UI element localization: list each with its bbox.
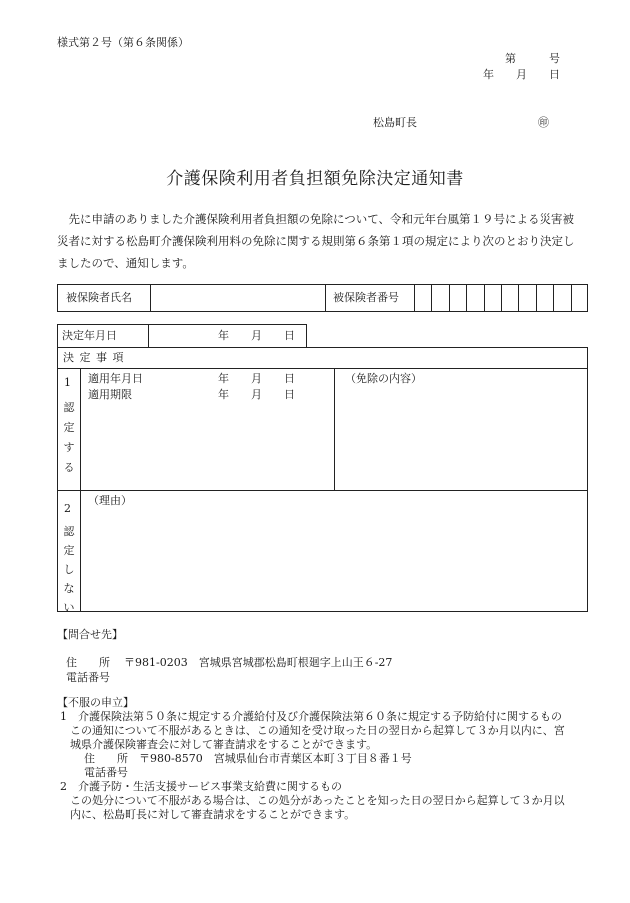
reason-label: （理由）	[88, 494, 132, 507]
appeal-item1-phone: 電話番号	[84, 766, 128, 779]
contact-heading: 【問合せ先】	[57, 628, 123, 641]
approve-char: す	[63, 441, 75, 454]
document-title: 介護保険利用者負担額免除決定通知書	[166, 169, 464, 189]
number-cell-divider	[466, 284, 467, 312]
decision-date-label: 決定年月日	[62, 329, 117, 342]
appeal-item1-text: 城県介護保険審査会に対して審査請求をすることができます。	[70, 738, 378, 751]
form-number: 様式第２号（第６条関係）	[57, 36, 189, 49]
deny-char: い	[63, 601, 75, 614]
deny-char: し	[63, 563, 75, 576]
approve-char: 認	[63, 401, 75, 414]
period-label: 適用期限	[88, 388, 132, 401]
deny-char: 定	[63, 544, 75, 557]
deny-char: な	[63, 582, 75, 595]
sender-name: 松島町長	[373, 116, 417, 129]
number-cell-divider	[518, 284, 519, 312]
contact-phone-label: 電話番号	[66, 671, 110, 684]
contact-address-label: 住 所	[66, 656, 110, 669]
apply-date-label: 適用年月日	[88, 372, 143, 385]
number-cell-divider	[449, 284, 450, 312]
decision-items-label: 決 定 事 項	[63, 351, 125, 364]
deny-label	[62, 522, 76, 617]
number-cell-divider	[571, 284, 572, 312]
appeal-item1-text: この通知について不服があるときは、この通知を受け取った日の翌日から起算して３か月以内に、宮	[70, 724, 565, 737]
number-cell-divider	[484, 284, 485, 312]
appeal-item2-text: 内に、松島町長に対して審査請求をすることができます。	[70, 808, 356, 821]
appeal-item1-title: 1 介護保険法第５０条に規定する介護給付及び介護保険法第６０条に規定する予防給付に関するもの	[60, 710, 562, 723]
number-cell-divider	[431, 284, 432, 312]
insured-table	[57, 284, 588, 312]
appeal-item1-address: 住 所 〒980-8570 宮城県仙台市青葉区本町３丁目８番１号	[84, 752, 412, 765]
document-number: 第 号	[505, 52, 560, 65]
approve-label	[62, 398, 76, 478]
appeal-item2-title: 2 介護予防・生活支援サービス事業支給費に関するもの	[60, 780, 342, 793]
appeal-heading: 【不服の申立】	[57, 696, 134, 709]
period-value: 年 月 日	[218, 388, 295, 401]
document-date: 年 月 日	[483, 68, 560, 81]
approve-number: 1	[64, 376, 71, 389]
appeal-item2-text: この処分について不服がある場合は、この処分があったことを知った日の翌日から起算して３か月以	[70, 794, 565, 807]
insured-name-label: 被保険者氏名	[66, 291, 132, 304]
insured-name-field[interactable]	[156, 291, 321, 307]
decision-date-value: 年 月 日	[218, 329, 295, 342]
deny-char: 認	[63, 525, 75, 538]
apply-date-value: 年 月 日	[218, 372, 295, 385]
insured-number-label: 被保険者番号	[333, 291, 399, 304]
approve-char: 定	[63, 421, 75, 434]
notice-body: 先に申請のありました介護保険利用者負担額の免除について、令和元年台風第１９号による災害被災者に対する松島町介護保険利用料の免除に関する規則第６条第１項の規定により次のとおり決定しましたので、通知します。	[57, 212, 575, 270]
number-cell-divider	[501, 284, 502, 312]
number-cell-divider	[553, 284, 554, 312]
deny-number: 2	[64, 502, 71, 515]
seal-mark: ㊞	[538, 116, 549, 129]
contact-address-value: 〒981-0203 宮城県宮城郡松島町根廻字上山王６-27	[124, 656, 393, 669]
approve-char: る	[63, 461, 75, 474]
number-cell-divider	[536, 284, 537, 312]
exemption-content-label: （免除の内容）	[345, 372, 422, 385]
